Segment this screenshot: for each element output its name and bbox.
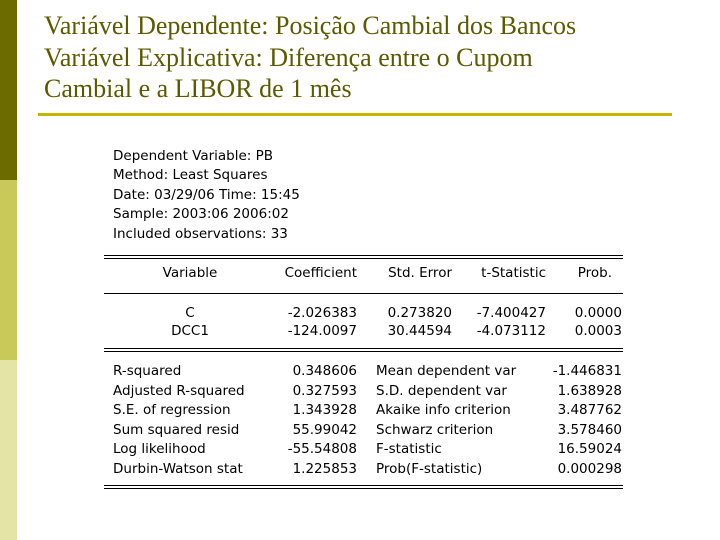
title-line-2: Variável Explicativa: Diferença entre o Cupom: [44, 42, 533, 72]
stat-value-right: 1.638928: [557, 382, 622, 399]
accent-stripe-light: [0, 360, 17, 540]
stat-label: R-squared: [113, 363, 182, 379]
title-line-1: Variável Dependente: Posição Cambial dos Bancos: [44, 11, 577, 40]
stat-value: 1.225853: [292, 460, 357, 477]
accent-stripe-dark: [0, 0, 17, 180]
stat-label-right: Schwarz criterion: [376, 421, 494, 438]
observations-line: Included observations: 33: [113, 225, 288, 242]
title-line-3: Cambial e a LIBOR de 1 mês: [44, 74, 352, 103]
sample-line: Sample: 2003:06 2006:02: [113, 206, 289, 223]
row-std-error: 0.273820: [387, 305, 452, 321]
title-underline: [38, 113, 672, 116]
stat-label: Durbin-Watson stat: [113, 460, 243, 477]
row-prob: 0.0000: [574, 305, 622, 321]
row-variable: DCC1: [171, 323, 209, 339]
method-line: Method: Least Squares: [113, 167, 268, 184]
row-variable: C: [185, 305, 195, 321]
stat-value: -55.54808: [287, 441, 357, 457]
stat-value-right: 3.578460: [557, 421, 622, 438]
header-rule: [104, 293, 623, 294]
stat-value-right: 0.000298: [557, 460, 622, 477]
row-coefficient: -124.0097: [287, 323, 357, 339]
date-line: Date: 03/29/06 Time: 15:45: [113, 186, 300, 203]
stat-label: Log likelihood: [113, 441, 206, 457]
stat-label: Adjusted R-squared: [113, 382, 245, 399]
stat-label-right: Akaike info criterion: [376, 402, 511, 418]
table-top-rule: [104, 255, 623, 259]
stat-label-right: Mean dependent var: [376, 363, 517, 379]
col-header-prob: Prob.: [577, 265, 612, 281]
output-header: [113, 147, 300, 244]
stat-label-right: S.D. dependent var: [376, 382, 507, 399]
stat-value: 0.348606: [292, 363, 357, 379]
dependent-variable-line: Dependent Variable: PB: [113, 148, 274, 164]
row-t-statistic: -7.400427: [476, 305, 546, 321]
row-std-error: 30.44594: [387, 323, 452, 339]
regression-output: [104, 143, 623, 490]
stat-label-right: Prob(F-statistic): [376, 460, 483, 477]
col-header-t-statistic: t-Statistic: [481, 265, 546, 281]
row-prob: 0.0003: [574, 323, 622, 339]
col-header-coefficient: Coefficient: [284, 265, 357, 281]
stat-label-right: F-statistic: [376, 441, 442, 457]
row-t-statistic: -4.073112: [476, 323, 546, 339]
stat-value-right: -1.446831: [552, 363, 622, 379]
stat-label: Sum squared resid: [113, 421, 240, 438]
stat-value: 1.343928: [292, 402, 357, 418]
col-header-std-error: Std. Error: [388, 265, 452, 281]
stat-label: S.E. of regression: [113, 402, 231, 418]
stat-value-right: 16.59024: [557, 441, 622, 457]
table-bottom-rule: [104, 485, 623, 489]
stat-value: 0.327593: [292, 382, 357, 399]
row-coefficient: -2.026383: [287, 305, 357, 321]
slide-title: [44, 10, 704, 105]
col-header-variable: Variable: [162, 265, 218, 281]
stat-value-right: 3.487762: [557, 402, 622, 418]
stats-top-rule: [104, 348, 623, 352]
accent-stripe-mid: [0, 180, 17, 360]
stat-value: 55.99042: [292, 421, 357, 438]
